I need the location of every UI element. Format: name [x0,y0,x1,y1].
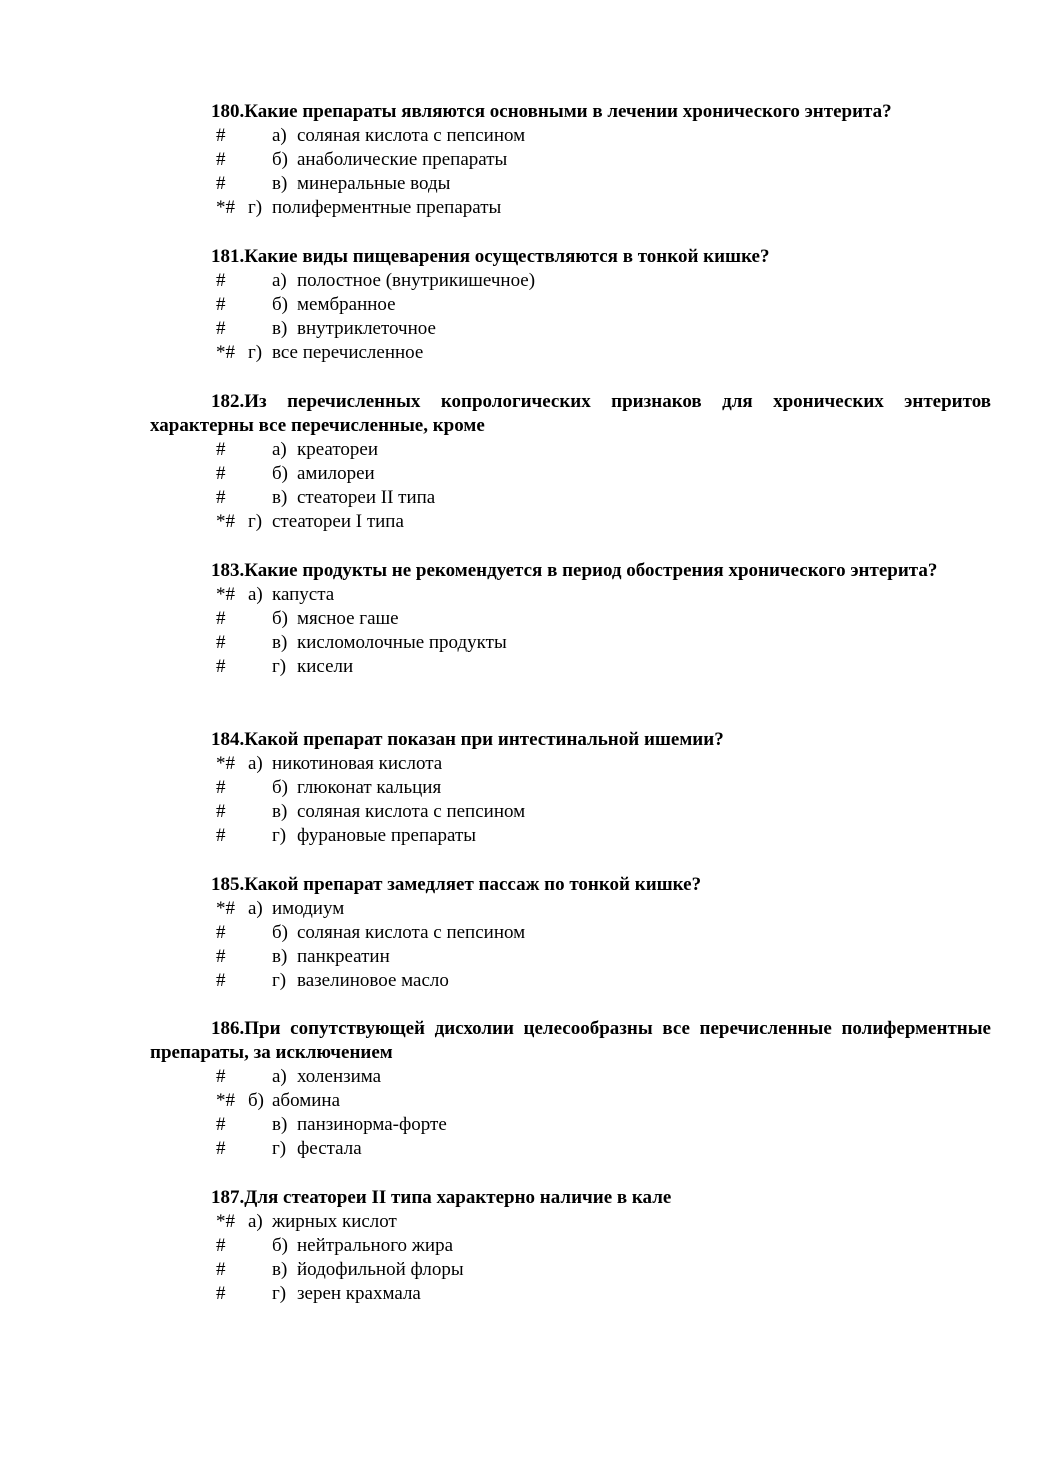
option-text: никотиновая кислота [272,753,443,774]
question-text: Какой препарат показан при интестинальной ишемии? [244,729,724,750]
question-187 [150,1186,991,1306]
option-mark: # [216,463,226,484]
option-letter: г) [248,342,263,363]
option-correct [150,897,991,921]
option-mark: # [216,1114,226,1135]
option [150,800,991,824]
option-letter: г) [272,656,287,677]
option-letter: б) [272,922,288,943]
option-letter: г) [248,511,263,532]
option-letter: в) [272,632,288,653]
option-mark: *# [216,342,235,363]
option-correct [150,1089,991,1113]
option-text: вазелиновое масло [297,970,449,991]
option-text: мясное гаше [297,608,399,629]
question-title [150,728,991,752]
option-letter: г) [272,825,287,846]
question-title [150,873,991,897]
option-letter: а) [248,898,263,919]
option-correct [150,583,991,607]
question-text: Какие виды пищеварения осуществляются в тонкой кишке? [244,246,770,267]
option [150,1113,991,1137]
option-mark: # [216,1138,226,1159]
question-181 [150,245,991,365]
option-letter: б) [272,294,288,315]
option-letter: в) [272,173,288,194]
option-letter: а) [248,1211,263,1232]
option [150,945,991,969]
option-mark: *# [216,511,235,532]
option-letter: а) [272,439,287,460]
option-letter: г) [272,970,287,991]
option-mark: # [216,1066,226,1087]
option-letter: б) [248,1090,264,1111]
option-text: стеатореи II типа [297,487,436,508]
option-text: соляная кислота с пепсином [297,125,526,146]
question-number: 182. [211,391,245,412]
option-letter: в) [272,487,288,508]
option-text: полостное (внутрикишечное) [297,270,536,291]
option-mark: *# [216,1090,235,1111]
option [150,969,991,993]
option-text: кисломолочные продукты [297,632,507,653]
option-text: все перечисленное [272,342,424,363]
option-text: капуста [272,584,335,605]
option-letter: б) [272,777,288,798]
question-title [150,559,991,583]
question-text: Для стеатореи II типа характерно наличие в кале [244,1187,672,1208]
option-mark: # [216,946,226,967]
option-text: соляная кислота с пепсином [297,801,526,822]
option-letter: б) [272,149,288,170]
option-text: глюконат кальция [297,777,442,798]
option-text: минеральные воды [297,173,451,194]
option-mark: # [216,125,226,146]
question-number: 186. [211,1018,245,1039]
option-text: нейтрального жира [297,1235,454,1256]
option-text: абомина [272,1090,341,1111]
question-title [150,1186,991,1210]
option-letter: б) [272,463,288,484]
option-letter: б) [272,1235,288,1256]
option-mark: # [216,970,226,991]
option [150,655,991,679]
option-mark: # [216,825,226,846]
option-letter: а) [248,753,263,774]
question-number: 184. [211,729,245,750]
option [150,1258,991,1282]
option [150,921,991,945]
option-letter: а) [272,125,287,146]
option-text: йодофильной флоры [297,1259,464,1280]
option-letter: в) [272,1114,288,1135]
option-letter: б) [272,608,288,629]
question-title [150,390,991,438]
option-correct [150,341,991,365]
option-text: внутриклеточное [297,318,436,339]
option-mark: *# [216,197,235,218]
option-mark: # [216,173,226,194]
question-text: Какие препараты являются основными в лечении хронического энтерита? [244,101,892,122]
option-correct [150,196,991,220]
option [150,486,991,510]
option [150,317,991,341]
option [150,607,991,631]
option-letter: г) [272,1138,287,1159]
question-182 [150,390,991,534]
option-letter: г) [272,1283,287,1304]
question-number: 185. [211,874,245,895]
option [150,124,991,148]
question-text: Из перечисленных копрологических признаков для хронических энтеритов характерны все перечисленные, кроме [150,391,991,436]
option-text: панкреатин [297,946,390,967]
option [150,1282,991,1306]
option-mark: # [216,270,226,291]
option-text: фурановые препараты [297,825,477,846]
question-186 [150,1017,991,1161]
option-mark: # [216,1283,226,1304]
option-mark: *# [216,584,235,605]
option [150,148,991,172]
question-text: При сопутствующей дисхолии целесообразны все перечисленные полиферментные препараты, за исключением [150,1018,991,1063]
option-mark: # [216,318,226,339]
option-correct [150,510,991,534]
option [150,824,991,848]
question-title [150,1017,991,1065]
option-letter: а) [248,584,263,605]
question-183 [150,559,991,679]
option [150,1234,991,1258]
option-mark: # [216,149,226,170]
option-text: имодиум [272,898,345,919]
option-letter: в) [272,1259,288,1280]
option-text: полиферментные препараты [272,197,502,218]
option [150,269,991,293]
option-mark: # [216,922,226,943]
option-mark: # [216,777,226,798]
option-text: холензима [297,1066,382,1087]
question-text: Какие продукты не рекомендуется в период обострения хронического энтерита? [244,560,938,581]
option-letter: а) [272,1066,287,1087]
question-number: 187. [211,1187,245,1208]
option-letter: в) [272,801,288,822]
option-mark: *# [216,1211,235,1232]
option-mark: # [216,1259,226,1280]
option [150,293,991,317]
option-letter: в) [272,318,288,339]
option-mark: # [216,656,226,677]
option [150,631,991,655]
option-mark: # [216,1235,226,1256]
option-mark: *# [216,753,235,774]
question-185 [150,873,991,993]
question-number: 180. [211,101,245,122]
option-text: соляная кислота с пепсином [297,922,526,943]
option-text: стеатореи I типа [272,511,404,532]
option-letter: в) [272,946,288,967]
question-title [150,100,991,124]
question-title [150,245,991,269]
option-text: панзинорма-форте [297,1114,447,1135]
option-mark: # [216,608,226,629]
option [150,462,991,486]
option-text: фестала [297,1138,362,1159]
question-184 [150,728,991,848]
option-text: кисели [297,656,354,677]
option-text: жирных кислот [272,1211,397,1232]
option-mark: # [216,294,226,315]
option-mark: *# [216,898,235,919]
option-letter: а) [272,270,287,291]
option-mark: # [216,487,226,508]
option-text: зерен крахмала [297,1283,421,1304]
option [150,438,991,462]
option-text: анаболические препараты [297,149,508,170]
option [150,172,991,196]
option-letter: г) [248,197,263,218]
option-text: креатореи [297,439,378,460]
option-correct [150,752,991,776]
option-text: амилореи [297,463,375,484]
option [150,776,991,800]
option [150,1065,991,1089]
question-text: Какой препарат замедляет пассаж по тонкой кишке? [244,874,702,895]
option-mark: # [216,439,226,460]
option-text: мембранное [297,294,396,315]
question-number: 181. [211,246,245,267]
question-number: 183. [211,560,245,581]
question-180 [150,100,991,220]
option [150,1137,991,1161]
option-correct [150,1210,991,1234]
option-mark: # [216,632,226,653]
option-mark: # [216,801,226,822]
